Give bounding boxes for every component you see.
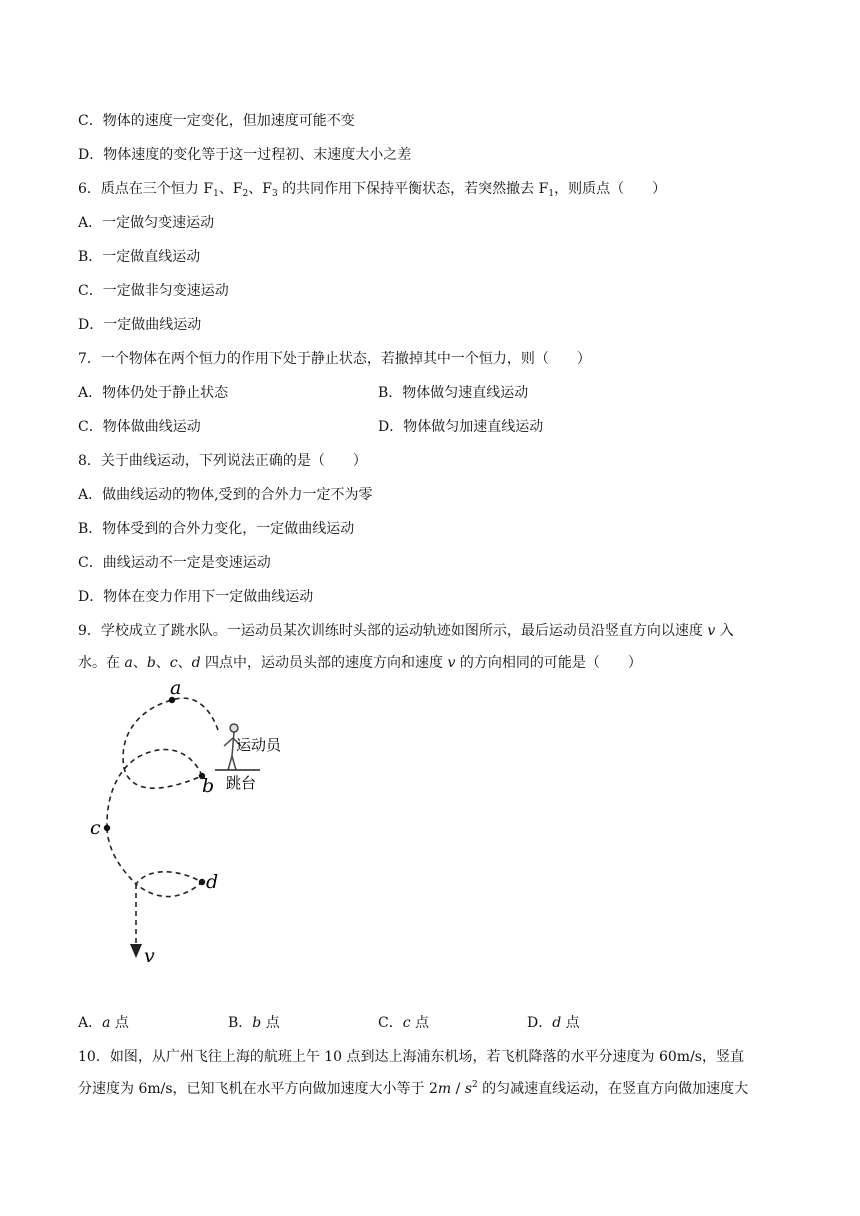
- trajectory-lower-loop: [107, 828, 202, 897]
- option-point: d: [552, 1015, 562, 1031]
- option-prefix: D．: [527, 1015, 553, 1031]
- label-platform: 跳台: [226, 774, 257, 792]
- q9-separator: 、: [177, 655, 192, 671]
- label-c: c: [90, 817, 101, 839]
- q5-option-c: C．物体的速度一定变化，但加速度可能不变: [78, 113, 355, 129]
- option-suffix: 点: [561, 1015, 580, 1031]
- q8-option-b: B．物体受到的合外力变化，一定做曲线运动: [78, 521, 355, 537]
- q6-option-a: A．一定做匀变速运动: [78, 215, 215, 231]
- q8-stem: 8．关于曲线运动，下列说法正确的是（ ）: [78, 453, 367, 469]
- q9-velocity-symbol: v: [707, 623, 716, 639]
- option-suffix: 点: [261, 1015, 280, 1031]
- q10-accel-value: 2: [428, 1081, 438, 1097]
- q9-stem-text: 四点中，运动员头部的速度方向和速度: [200, 655, 448, 671]
- q10-unit: /: [451, 1081, 465, 1097]
- label-b: b: [202, 775, 215, 797]
- q6-stem: [78, 179, 666, 199]
- point-c-dot: [104, 825, 110, 831]
- label-v: v: [144, 945, 155, 967]
- option-suffix: 点: [410, 1015, 430, 1031]
- q6-stem-text: ，则质点（ ）: [554, 181, 667, 197]
- option-point: b: [252, 1015, 262, 1031]
- q9-option-c: [378, 1013, 429, 1033]
- q7-option-d: D．物体做匀加速直线运动: [378, 419, 544, 435]
- q9-stem-text: 9．学校成立了跳水队。一运动员某次训练时头部的运动轨迹如图所示，最后运动员沿竖直方向以速度: [78, 623, 708, 639]
- q9-velocity-symbol: v: [447, 655, 456, 671]
- q10-exponent: 2: [472, 1080, 478, 1090]
- q6-subscript: 1: [548, 189, 555, 199]
- q10-stem-line1: 10．如图，从广州飞往上海的航班上午 10 点到达上海浦东机场，若飞机降落的水平分速度为 60m/s，竖直: [78, 1049, 744, 1065]
- q9-stem-text: 入: [715, 623, 734, 639]
- q5-option-d: D．物体速度的变化等于这一过程初、末速度大小之差: [78, 147, 412, 163]
- q8-option-a: A．做曲线运动的物体,受到的合外力一定不为零: [78, 487, 373, 503]
- option-prefix: B．: [228, 1015, 253, 1031]
- q6-subscript: 2: [242, 189, 249, 199]
- q9-separator: 、: [155, 655, 170, 671]
- q6-stem-text: 、F: [248, 181, 272, 197]
- diving-trajectory-figure: [78, 672, 338, 972]
- q9-point-a: a: [124, 655, 133, 671]
- q9-separator: 、: [132, 655, 147, 671]
- q6-stem-text: 6．质点在三个恒力 F: [78, 181, 214, 197]
- label-athlete: 运动员: [236, 736, 282, 754]
- label-a: a: [170, 677, 182, 699]
- q9-stem-line2: [78, 653, 642, 673]
- q9-stem-text: 的方向相同的可能是（ ）: [455, 655, 642, 671]
- q7-stem: 7．一个物体在两个恒力的作用下处于静止状态，若撤掉其中一个恒力，则（ ）: [78, 351, 591, 367]
- q9-option-b: [228, 1013, 280, 1033]
- q8-option-c: C．曲线运动不一定是变速运动: [78, 555, 271, 571]
- q7-option-b: B．物体做匀速直线运动: [378, 385, 529, 401]
- q10-unit: m: [437, 1081, 452, 1097]
- point-d-dot: [199, 879, 205, 885]
- q9-stem-line1: [78, 621, 734, 641]
- option-point: c: [402, 1015, 411, 1031]
- q6-option-c: C．一定做非匀变速运动: [78, 283, 229, 299]
- option-prefix: C．: [378, 1015, 403, 1031]
- q6-subscript: 1: [213, 189, 219, 199]
- q10-stem-text: 分速度为 6m/s，已知飞机在水平方向做加速度大小等于: [78, 1081, 429, 1097]
- q9-option-a: [78, 1013, 129, 1033]
- q6-stem-text: 的共同作用下保持平衡状态，若突然撤去 F: [277, 181, 549, 197]
- q6-option-d: D．一定做曲线运动: [78, 317, 202, 333]
- q9-point-c: c: [169, 655, 178, 671]
- q9-point-d: d: [191, 655, 201, 671]
- option-point: a: [102, 1015, 111, 1031]
- q10-stem-text: 的匀减速直线运动，在竖直方向做加速度大: [477, 1081, 749, 1097]
- q7-option-c: C．物体做曲线运动: [78, 419, 201, 435]
- label-d: d: [206, 871, 219, 893]
- q10-unit: s: [464, 1081, 472, 1097]
- q6-option-b: B．一定做直线运动: [78, 249, 201, 265]
- q7-option-a: A．物体仍处于静止状态: [78, 385, 229, 401]
- trajectory-path: [107, 698, 218, 946]
- q10-stem-line2: [78, 1079, 748, 1099]
- q9-point-b: b: [146, 655, 156, 671]
- q9-stem-text: 水。在: [78, 655, 125, 671]
- option-suffix: 点: [110, 1015, 129, 1031]
- q9-option-d: [527, 1013, 580, 1033]
- q8-option-d: D．物体在变力作用下一定做曲线运动: [78, 589, 314, 605]
- velocity-arrow-icon: [130, 944, 142, 958]
- q6-stem-text: 、F: [218, 181, 243, 197]
- option-prefix: A．: [78, 1015, 103, 1031]
- q6-subscript: 3: [271, 189, 278, 199]
